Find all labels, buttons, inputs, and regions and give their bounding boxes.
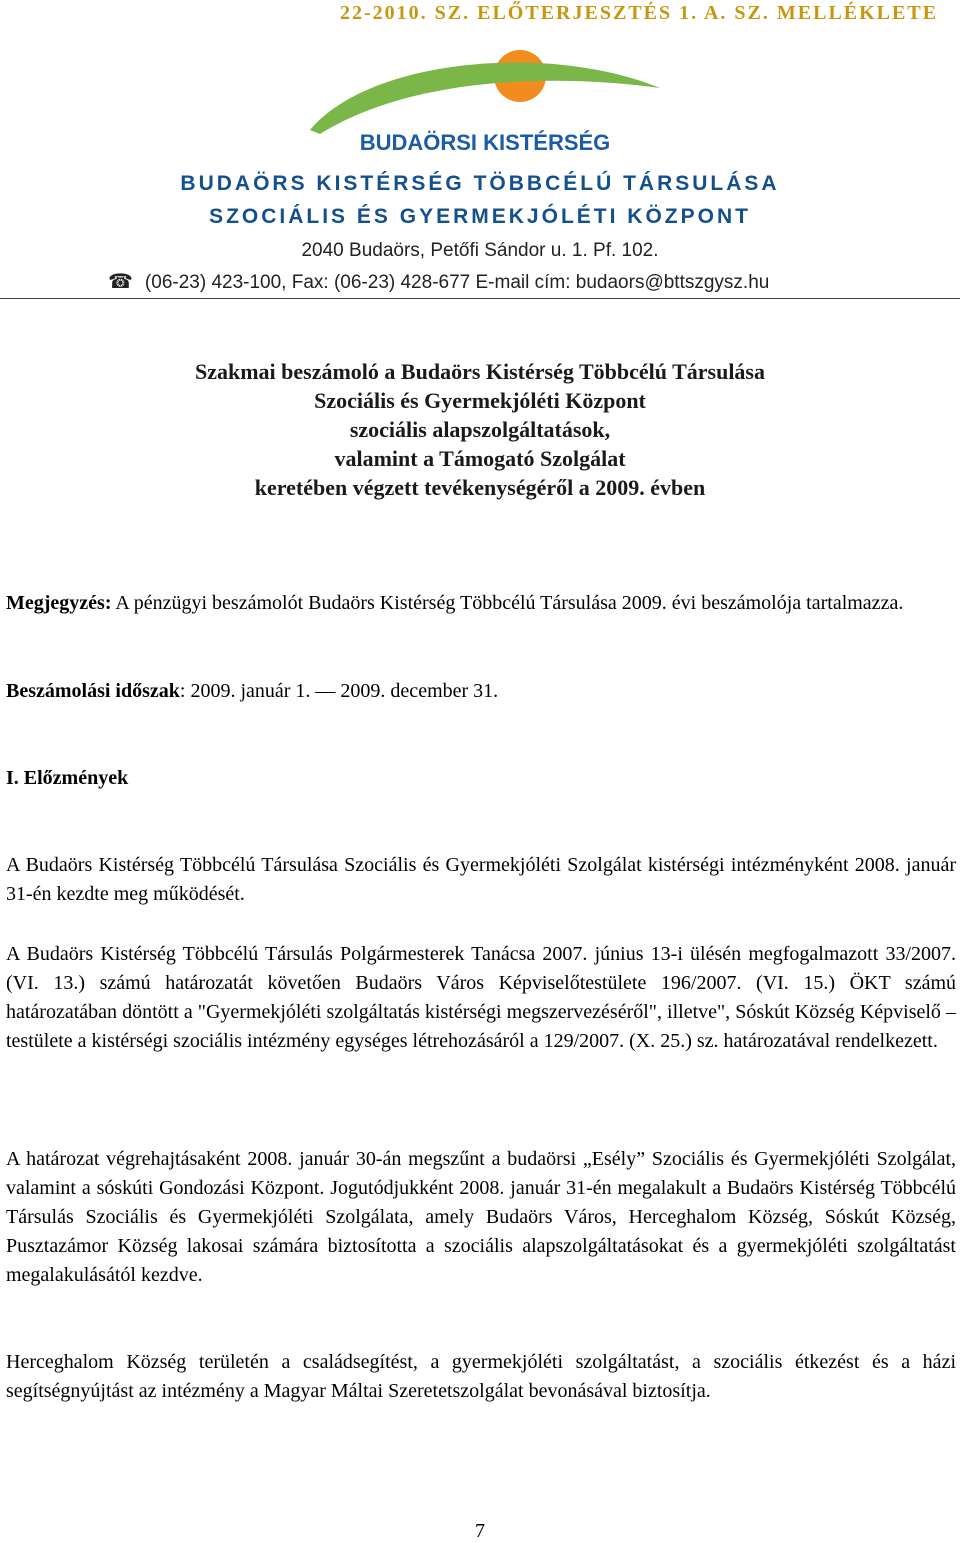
annex-label: 22-2010. SZ. ELŐTERJESZTÉS 1. A. SZ. MELLÉKLETE xyxy=(340,2,939,24)
body-paragraph: A határozat végrehajtásaként 2008. január 30-án megszűnt a budaörsi „Esély” Szociális és Gyermekjóléti Szolgálat, valamint a sóskúti Gondozási Központ. Jogutódjukként 2008. január 31-én megalakult a Budaörs Kistérség Többcélú Társulás Szociális és Gyermekjóléti Szolgálata, amely Budaörs Város, Herceghalom Község, Sóskút Község, Pusztazámor Község lakosai számára biztosította a szociális alapszolgáltatásokat és a gyermekjóléti szolgáltatást megalakulásától kezdve. xyxy=(6,1148,956,1286)
phone-icon: ☎ xyxy=(108,271,133,293)
title-line: valamint a Támogató Szolgálat xyxy=(334,446,626,471)
body-paragraph: A Budaörs Kistérség Többcélú Társulása Szociális és Gyermekjóléti Szolgálat kistérségi intézményként 2008. január 31-én kezdte meg működését. xyxy=(6,854,956,905)
organization-subname: SZOCIÁLIS ÉS GYERMEKJÓLÉTI KÖZPONT xyxy=(209,205,751,228)
header-divider xyxy=(0,298,960,299)
title-line: szociális alapszolgáltatások, xyxy=(349,417,611,442)
contact-text: (06-23) 423-100, Fax: (06-23) 428-677 E-mail cím: budaors@bttszgysz.hu xyxy=(144,272,770,293)
period-paragraph xyxy=(6,677,956,706)
title-line: Szakmai beszámoló a Budaörs Kistérség Többcélú Társulása xyxy=(194,359,765,384)
organization-name: BUDAÖRS KISTÉRSÉG TÖBBCÉLÚ TÁRSULÁSA xyxy=(180,172,780,195)
title-line: Szociális és Gyermekjóléti Központ xyxy=(314,388,646,413)
organization-logo xyxy=(300,48,670,158)
note-text: A pénzügyi beszámolót Budaörs Kistérség Többcélú Társulása 2009. évi beszámolója tartalmazza. xyxy=(115,592,904,614)
body-paragraph: Herceghalom Község területén a családsegítést, a gyermekjóléti szolgáltatást, a szociális étkezést és a házi segítségnyújtást az intézmény a Magyar Máltai Szeretetszolgálat bevonásával biztosítja. xyxy=(6,1351,956,1402)
report-title xyxy=(0,357,960,502)
period-text: : 2009. január 1. — 2009. december 31. xyxy=(179,680,499,702)
logo-green-arc xyxy=(310,63,660,134)
contact-line xyxy=(108,269,769,294)
organization-address: 2040 Budaörs, Petőfi Sándor u. 1. Pf. 102. xyxy=(301,240,659,261)
logo-text: BUDAÖRSI KISTÉRSÉG xyxy=(359,130,611,155)
body-paragraph: A Budaörs Kistérség Többcélú Társulás Polgármesterek Tanácsa 2007. június 13-i ülésén megfogalmazott 33/2007. (VI. 13.) számú határozatát követően Budaörs Város Képviselőtestülete 196/2007. (VI. 15.) ÖKT számú határozatában döntött a "Gyermekjóléti szolgáltatás kistérségi megszervezéséről", illetve", Sóskút Község Képviselő – testülete a kistérségi szociális intézmény egységes létrehozásáról a 129/2007. (X. 25.) sz. határozatával rendelkezett. xyxy=(6,943,956,1052)
page-number: 7 xyxy=(475,1520,485,1542)
period-label: Beszámolási időszak xyxy=(6,680,180,702)
note-paragraph xyxy=(6,589,956,618)
title-line: keretében végzett tevékenységéről a 2009. évben xyxy=(254,475,706,500)
note-label: Megjegyzés: xyxy=(6,592,112,614)
section-heading: I. Előzmények xyxy=(6,767,129,789)
